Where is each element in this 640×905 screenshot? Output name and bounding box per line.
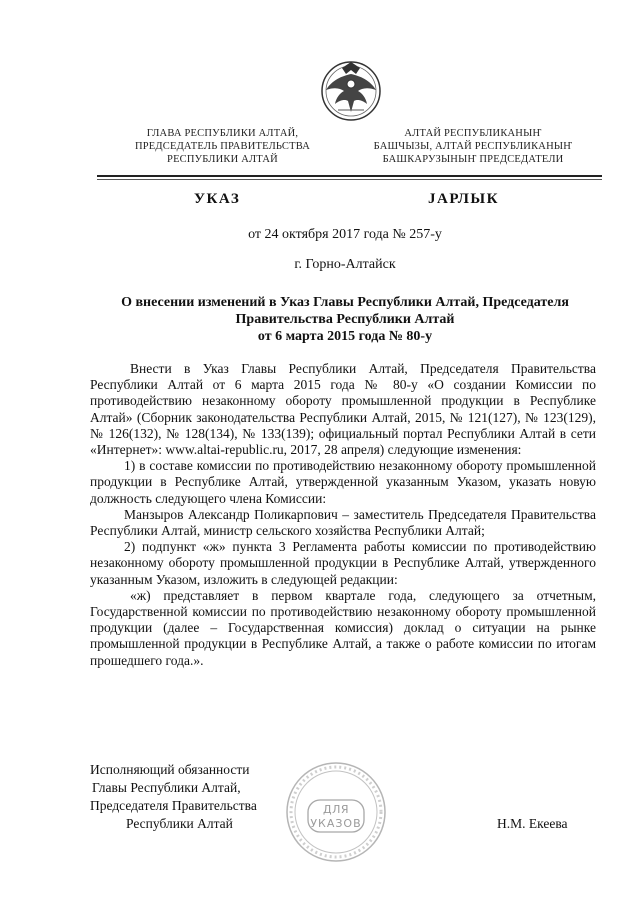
header-right-line: БАШКАРУЗЫНЫҤ ПРЕДСЕДАТЕЛИ [382, 154, 564, 165]
title-line: от 6 марта 2015 года № 80-у [257, 329, 433, 344]
republic-emblem-icon [318, 60, 384, 122]
header-left-line: РЕСПУБЛИКИ АЛТАЙ [167, 154, 278, 165]
body-paragraph-item-2: 2) подпункт «ж» пункта 3 Регламента работы комиссии по противодействию незаконному обороту промышленной продукции в Республике Алтай, утвержденного указанным Указом, изложить в следующей редакции: [90, 539, 596, 587]
body-paragraph-intro: Внести в Указ Главы Республики Алтай, Председателя Правительства Республики Алтай от 6 марта 2015 года № 80-у «О создании Комиссии по противодействию незаконному обороту промышленной продукции в Республике Алтай» (Сборник законодательства Республики Алтай, 2015, № 121(127), № 123(129), № 126(132), № 128(134), № 133(139); официальный портал Республики Алтай в сети «Интернет»: www.altai-republic.ru, 2017, 28 апреля) следующие изменения: [90, 361, 596, 458]
stamp-text-line: ДЛЯ [322, 803, 349, 816]
signature-title-line: Главы Республики Алтай, [92, 780, 241, 795]
decree-title [90, 294, 600, 345]
signature-title-line: Республики Алтай [126, 816, 233, 831]
header-left-line: ГЛАВА РЕСПУБЛИКИ АЛТАЙ, [146, 128, 299, 139]
doc-type-altai: ЈАРЛЫК [428, 191, 500, 207]
body-paragraph-quote: «ж) представляет в первом квартале года, следующего за отчетным, Государственной комиссии по противодействию незаконному обороту промышленной продукции (далее – Государственная комиссия) доклад о ситуации на рынке промышленной продукции в Республике Алтай, а также о работе комиссии по итогам прошедшего года.». [90, 587, 596, 668]
signature-title-line: Председателя Правительства [90, 798, 257, 813]
title-line: О внесении изменений в Указ Главы Республики Алтай, Председателя [121, 295, 569, 310]
body-paragraph-member: Манзыров Александр Поликарпович – заместитель Председателя Правительства Республики Алтай, министр сельского хозяйства Республики Алтай; [90, 506, 596, 539]
signature-block [90, 761, 257, 833]
title-line: Правительства Республики Алтай [235, 312, 455, 327]
signer-name: Н.М. Екеева [497, 816, 568, 831]
header-left-line: ПРЕДСЕДАТЕЛЬ ПРАВИТЕЛЬСТВА [134, 141, 311, 152]
stamp-text-line: УКАЗОВ [310, 817, 362, 830]
header-right-line: АЛТАЙ РЕСПУБЛИКАНЫҤ [404, 128, 542, 139]
doc-type-russian: УКАЗ [194, 191, 241, 207]
decree-body [90, 361, 596, 669]
header-right-line: БАШЧЫЗЫ, АЛТАЙ РЕСПУБЛИКАНЫҤ [373, 141, 573, 152]
header-right-block [348, 127, 598, 166]
decree-place: г. Горно-Алтайск [294, 257, 396, 272]
decree-date-number: от 24 октября 2017 года № 257-у [248, 227, 442, 242]
signature-title-line: Исполняющий обязанности [90, 762, 250, 777]
body-paragraph-item-1: 1) в составе комиссии по противодействию незаконному обороту промышленной продукции в Республике Алтай, утвержденной указанным Указом, указать новую должность следующего члена Комиссии: [90, 458, 596, 506]
header-divider-thin [97, 179, 602, 180]
header-divider-thick [97, 175, 602, 177]
seal-stamp [284, 760, 388, 864]
header-left-block [120, 127, 325, 166]
